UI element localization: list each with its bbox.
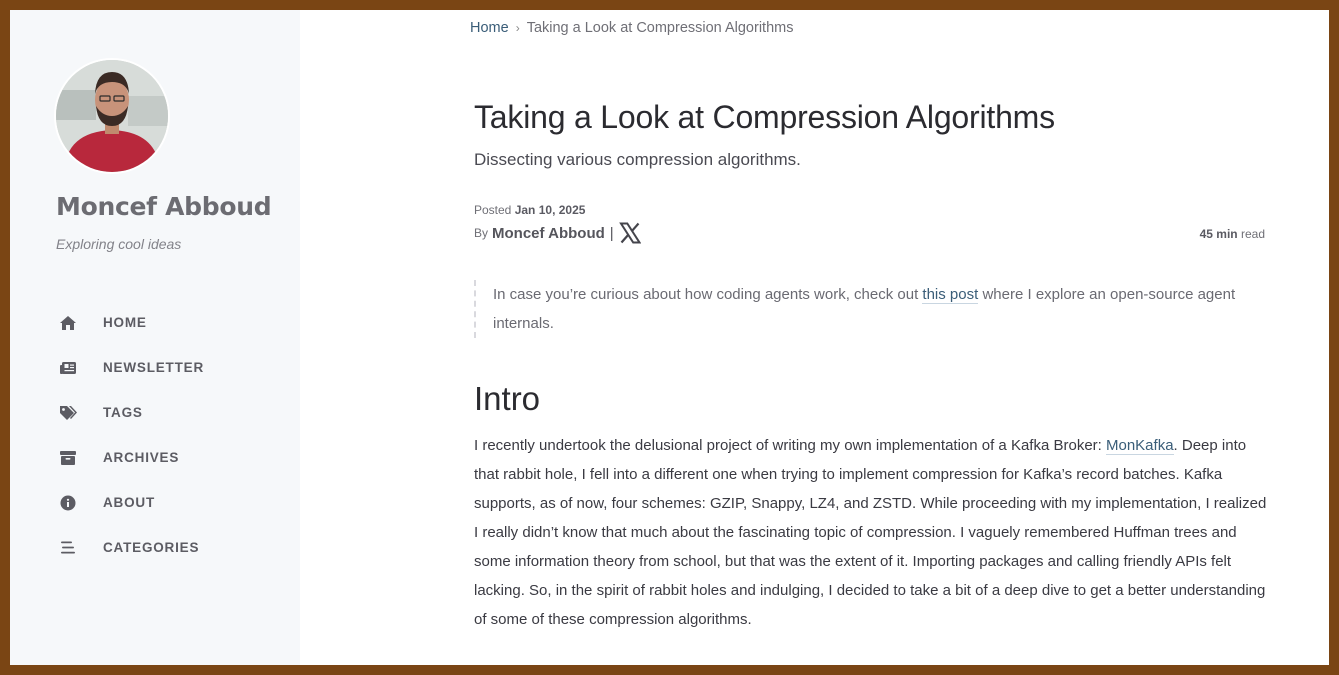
post-date [474,203,585,217]
author-link[interactable]: Moncef Abboud [492,224,605,242]
nav-item-categories[interactable] [58,525,288,570]
breadcrumb-separator: › [515,21,520,35]
page-title: Taking a Look at Compression Algorithms [474,99,1055,135]
tags-icon [58,403,78,423]
browser-frame [10,10,1329,665]
info-icon [58,493,78,513]
avatar-photo [56,60,168,172]
avatar[interactable] [56,60,168,172]
post-description: Dissecting various compression algorithms. [474,150,801,169]
callout-blockquote [474,280,1293,338]
stream-icon [58,538,78,558]
intro-text-end: . Deep into that rabbit hole, I fell into a different one when trying to implement compression for Kafka’s record batches. Kafka supports, as of now, four schemes: GZIP, Snappy, LZ4, and ZSTD. While proceeding with my implementation, I realized I really didn’t know that much about the fascinating topic of compression. I vaguely remembered Huffman trees and some information theory from school, but that was the extent of it. Importing packages and calling friendly APIs felt lacking. So, in the spirit of rabbit holes and indulging, I decided to take a bit of a deep dive to get a better understanding of some of these compression algorithms. [474,437,1267,628]
callout-text: In case you’re curious about how coding agents work, check out [493,286,923,303]
nav-label-tags: TAGS [103,405,143,420]
newspaper-icon [58,358,78,378]
nav-item-home[interactable] [58,300,288,345]
archive-icon [58,448,78,468]
section-heading-intro: Intro [474,380,541,417]
callout-link[interactable]: this post [922,286,979,303]
site-subtitle: Exploring cool ideas [56,236,182,252]
nav-label-home: HOME [103,315,147,330]
intro-paragraph [474,431,1274,634]
read-time-label: read [1240,227,1265,241]
nav-label-newsletter: NEWSLETTER [103,360,204,375]
posted-label: Posted [474,203,512,217]
byline-divider: | [609,224,614,242]
nav-item-newsletter[interactable] [58,345,288,390]
x-twitter-icon[interactable] [619,222,641,244]
breadcrumb-home-link[interactable]: Home [470,20,509,36]
nav-item-about[interactable] [58,480,288,525]
nav-item-tags[interactable] [58,390,288,435]
by-label: By [474,226,489,240]
read-time-value: 45 min [1199,227,1238,241]
breadcrumb-current: Taking a Look at Compression Algorithms [526,20,794,36]
home-icon [58,313,78,333]
monkafka-link[interactable]: MonKafka [1106,437,1174,454]
sidebar [10,10,300,665]
nav-label-archives: ARCHIVES [103,450,180,465]
nav-label-categories: CATEGORIES [103,540,200,555]
intro-text: I recently undertook the delusional project of writing my own implementation of a Kafka Broker: [474,437,1106,454]
callout-text-end: where I explore an open-source agent internals. [493,286,1236,332]
nav-label-about: ABOUT [103,495,155,510]
post-byline [474,222,641,244]
nav-item-archives[interactable] [58,435,288,480]
posted-date-value: Jan 10, 2025 [514,203,586,217]
site-title[interactable]: Moncef Abboud [56,192,272,221]
sidebar-nav [58,300,288,570]
read-time [1200,227,1265,241]
main-content [300,10,1329,665]
breadcrumb [470,20,793,36]
